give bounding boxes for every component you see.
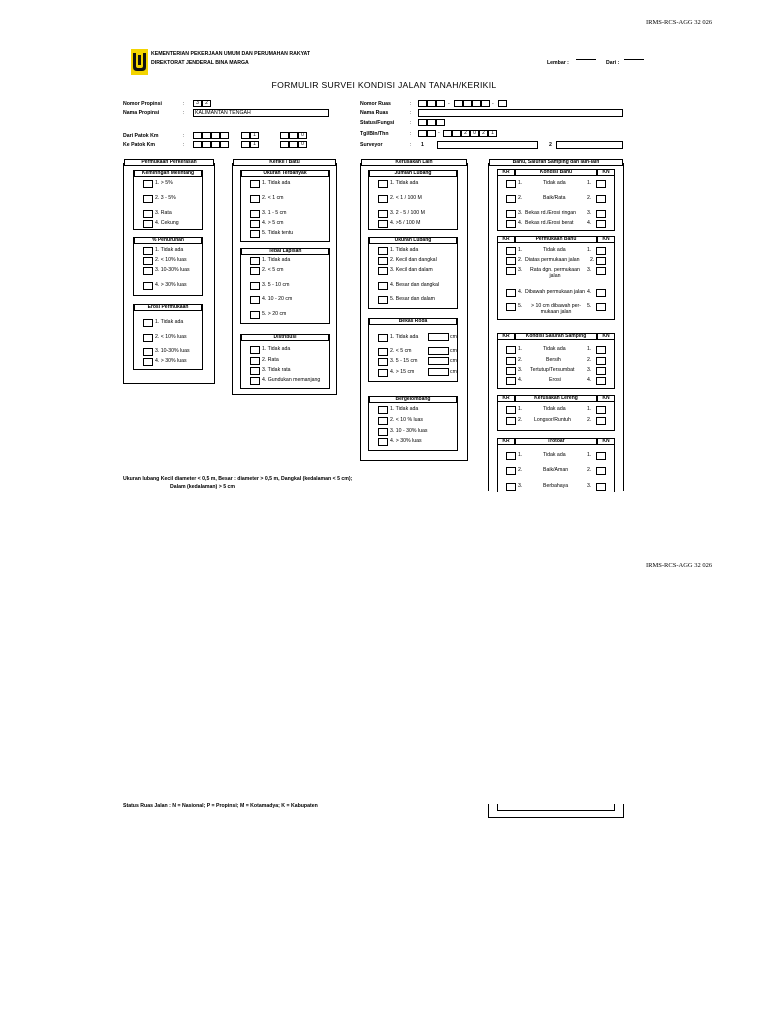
option-number: 1. xyxy=(587,346,592,352)
option-checkbox[interactable] xyxy=(250,377,260,385)
option-label: 2. < 5 cm xyxy=(390,348,412,354)
option-number: 2. xyxy=(587,195,592,201)
ministry-logo xyxy=(131,49,148,75)
section-head: Distribusi xyxy=(241,334,329,341)
kn-header: KN xyxy=(597,438,615,445)
option-checkbox[interactable] xyxy=(378,282,388,290)
ke-patok-cell[interactable] xyxy=(280,141,289,148)
option-label: Longsor/Runtuh xyxy=(534,417,571,423)
tgl-cell[interactable] xyxy=(418,130,427,137)
option-checkbox[interactable] xyxy=(250,220,260,228)
option-label: 2. < 10% luas xyxy=(155,257,187,263)
option-label: 4. 10 - 20 cm xyxy=(262,296,293,302)
option-label: 4. > 30% luas xyxy=(390,438,422,444)
option-label: 1. Tidak ada xyxy=(390,247,419,253)
kr-checkbox[interactable] xyxy=(506,267,516,275)
kr-header: KR xyxy=(497,438,515,445)
option-label: Tidak ada xyxy=(543,406,566,412)
kr-checkbox[interactable] xyxy=(506,452,516,460)
option-number: 3. xyxy=(587,483,592,489)
option-checkbox[interactable] xyxy=(250,230,260,238)
kn-checkbox[interactable] xyxy=(596,452,606,460)
option-label: Tidak ada xyxy=(543,247,566,253)
nomor-ruas-label: Nomor Ruas xyxy=(360,101,391,107)
nomor-ruas-cell[interactable] xyxy=(418,100,427,107)
option-number: 3. xyxy=(587,367,592,373)
option-checkbox[interactable] xyxy=(143,180,153,188)
option-label: 1. > 5% xyxy=(155,180,173,186)
option-label: 1. Tidak ada xyxy=(390,180,419,186)
section-head: Bekas Roda xyxy=(369,318,457,325)
separator: - xyxy=(492,101,494,107)
kn-checkbox[interactable] xyxy=(596,406,606,414)
kr-checkbox[interactable] xyxy=(506,289,516,297)
option-checkbox[interactable] xyxy=(378,358,388,366)
nomor-ruas-cell[interactable] xyxy=(463,100,472,107)
kn-header: KN xyxy=(597,236,615,243)
option-label: 1. Tidak ada xyxy=(262,257,291,263)
section-head: Kondisi Saluran Samping xyxy=(515,333,597,340)
option-checkbox[interactable] xyxy=(378,296,388,304)
option-number: 2. xyxy=(587,357,592,363)
option-number: 1. xyxy=(587,406,592,412)
document-reference-page2: IRMS-RCS-AGG 32 026 xyxy=(646,562,713,569)
kn-checkbox[interactable] xyxy=(596,257,606,265)
nomor-propinsi-digit-2[interactable]: 2 xyxy=(202,100,211,107)
option-checkbox[interactable] xyxy=(250,257,260,265)
tgl-cell[interactable] xyxy=(427,130,436,137)
unit-label: cm xyxy=(450,358,457,364)
kr-header: KR xyxy=(497,169,515,176)
dari-patok-cell[interactable] xyxy=(193,132,202,139)
tgl-year-digit[interactable]: 2 xyxy=(479,130,488,137)
option-label: 2. 3 - 5% xyxy=(155,195,176,201)
option-label: Tertutup/Tersumbat xyxy=(530,367,575,373)
option-label: 4. > 5 cm xyxy=(262,220,284,226)
dari-field[interactable] xyxy=(624,59,644,60)
dari-patok-cell[interactable] xyxy=(220,132,229,139)
option-label: Baik/Rata xyxy=(543,195,566,201)
dari-patok-cell[interactable] xyxy=(202,132,211,139)
option-label: 1. Tidak ada xyxy=(390,334,419,340)
option-label: 2. < 10% luas xyxy=(155,334,187,340)
nama-propinsi-label: Nama Propinsi xyxy=(123,110,160,116)
colon: : xyxy=(410,142,412,148)
option-label: 1. Tidak ada xyxy=(155,319,184,325)
option-label: Dibawah permukaan jalan xyxy=(525,289,585,295)
kn-checkbox[interactable] xyxy=(596,367,606,375)
section-head: Erosi Permukaan xyxy=(134,304,202,311)
option-label: 3. 5 - 10 cm xyxy=(262,282,290,288)
option-label: 3. 10-30% luas xyxy=(155,267,190,273)
option-number: 1. xyxy=(587,452,592,458)
option-label: 2. < 5 cm xyxy=(262,267,284,273)
separator: - xyxy=(438,130,440,136)
nomor-propinsi-label: Nomor Propinsi xyxy=(123,101,162,107)
option-label: > 10 cm dibawah per-mukaan jalan xyxy=(530,303,582,315)
kn-checkbox[interactable] xyxy=(596,267,606,275)
option-checkbox[interactable] xyxy=(378,428,388,436)
option-number: 4. xyxy=(518,289,523,295)
option-checkbox[interactable] xyxy=(378,417,388,425)
bekas-roda-cm-field[interactable] xyxy=(428,333,449,341)
lembar-label: Lembar : xyxy=(547,60,569,66)
option-number: 3. xyxy=(587,210,592,216)
option-checkbox[interactable] xyxy=(143,210,153,218)
option-number: 1. xyxy=(587,247,592,253)
option-checkbox[interactable] xyxy=(143,267,153,275)
bekas-roda-cm-field[interactable] xyxy=(428,368,449,376)
ministry-name: KEMENTERIAN PEKERJAAN UMUM DAN PERUMAHAN RAKYAT xyxy=(151,51,311,57)
option-number: 1. xyxy=(587,180,592,186)
kn-checkbox[interactable] xyxy=(596,417,606,425)
option-label: 3. Kecil dan dalam xyxy=(390,267,433,273)
section-head: % Penurunan xyxy=(134,237,202,244)
page2-section-bottom xyxy=(497,804,615,811)
option-number: 5. xyxy=(587,303,592,309)
colon: : xyxy=(183,101,185,107)
ke-patok-cell[interactable] xyxy=(241,141,250,148)
option-checkbox[interactable] xyxy=(250,195,260,203)
option-label: 1. Tidak ada xyxy=(262,180,291,186)
ke-patok-cell[interactable]: 1 xyxy=(250,141,259,148)
kn-checkbox[interactable] xyxy=(596,247,606,255)
option-label: 3. 2 - 5 / 100 M xyxy=(390,210,425,216)
ke-patok-cell[interactable] xyxy=(211,141,220,148)
option-number: 1. xyxy=(518,247,523,253)
option-number: 2. xyxy=(518,195,523,201)
directorate-name: DIREKTORAT JENDERAL BINA MARGA xyxy=(151,60,249,66)
tgl-year-digit[interactable]: 2 xyxy=(461,130,470,137)
option-label: 1. Tidak ada xyxy=(155,247,184,253)
option-label: 5. Besar dan dalam xyxy=(390,296,435,302)
kn-checkbox[interactable] xyxy=(596,195,606,203)
option-label: 2. < 1 cm xyxy=(262,195,284,201)
option-number: 2. xyxy=(518,257,523,263)
section-head: Tebal Lapisan xyxy=(241,248,329,255)
section-head: Kondisi Bahu xyxy=(515,169,597,176)
colon: : xyxy=(410,120,412,126)
note-kedalaman: Dalam (kedalaman) > 5 cm xyxy=(170,484,236,490)
nomor-ruas-cell[interactable] xyxy=(472,100,481,107)
option-checkbox[interactable] xyxy=(378,406,388,414)
option-label: 3. 10 - 30% luas xyxy=(390,428,428,434)
option-label: 4. Cekung xyxy=(155,220,179,226)
surveyor-2-label: 2 xyxy=(549,142,552,148)
option-label: Baik/Aman xyxy=(543,467,569,473)
dari-patok-cell[interactable] xyxy=(289,132,298,139)
option-checkbox[interactable] xyxy=(378,369,388,377)
nama-ruas-label: Nama Ruas xyxy=(360,110,389,116)
option-number: 3. xyxy=(587,267,592,273)
separator: - xyxy=(448,101,450,107)
option-label: 5. > 20 cm xyxy=(262,311,287,317)
option-checkbox[interactable] xyxy=(143,319,153,327)
kr-checkbox[interactable] xyxy=(506,417,516,425)
kn-checkbox[interactable] xyxy=(596,303,606,311)
form-title: FORMULIR SURVEI KONDISI JALAN TANAH/KERIKIL xyxy=(271,80,497,90)
option-number: 4. xyxy=(518,220,523,226)
panel-title: Kerikil / Batu xyxy=(233,159,336,166)
section-head: Kemiringan Melintang xyxy=(134,170,202,177)
kn-header: KN xyxy=(597,395,615,402)
option-number: 1. xyxy=(518,406,523,412)
option-label: 2. Rata xyxy=(262,357,279,363)
tgl-cell[interactable] xyxy=(443,130,452,137)
option-checkbox[interactable] xyxy=(378,438,388,446)
panel-title: Permukaan Perkerasan xyxy=(124,159,214,166)
surveyor-label: Surveyor xyxy=(360,142,383,148)
option-label: 2. < 10 % luas xyxy=(390,417,424,423)
kr-checkbox[interactable] xyxy=(506,367,516,375)
option-checkbox[interactable] xyxy=(250,346,260,354)
option-checkbox[interactable] xyxy=(143,358,153,366)
tgl-label: Tgl/Bln/Thn xyxy=(360,131,389,137)
section-head: Ukuran Lubang xyxy=(369,237,457,244)
dari-label: Dari : xyxy=(606,60,620,66)
option-number: 1. xyxy=(518,452,523,458)
unit-label: cm xyxy=(450,334,457,340)
surveyor-2-field[interactable] xyxy=(556,141,623,149)
ke-patok-cell[interactable] xyxy=(289,141,298,148)
option-label: 5. Tidak tentu xyxy=(262,230,294,236)
bekas-roda-cm-field[interactable] xyxy=(428,357,449,365)
option-label: 4. > 30% luas xyxy=(155,358,187,364)
option-number: 4. xyxy=(587,289,592,295)
nomor-propinsi-digit-1[interactable]: 3 xyxy=(193,100,202,107)
option-label: 2. Kecil dan dangkal xyxy=(390,257,437,263)
section-head: Trotoar xyxy=(515,438,597,445)
surveyor-1-field[interactable] xyxy=(437,141,538,149)
ke-patok-cell[interactable] xyxy=(202,141,211,148)
kr-checkbox[interactable] xyxy=(506,483,516,491)
option-checkbox[interactable] xyxy=(143,247,153,255)
option-number: 3. xyxy=(518,367,523,373)
option-label: Bekas rd./Erosi berat xyxy=(525,220,574,226)
section-head: Ukuran Terbanyak xyxy=(241,170,329,177)
option-checkbox[interactable] xyxy=(250,311,260,319)
option-number: 3. xyxy=(518,483,523,489)
kr-checkbox[interactable] xyxy=(506,346,516,354)
kr-checkbox[interactable] xyxy=(506,406,516,414)
option-checkbox[interactable] xyxy=(250,180,260,188)
option-label: Bekas rd./Erosi ringan xyxy=(525,210,577,216)
option-label: 4. Gundukan memanjang xyxy=(262,377,321,383)
kr-checkbox[interactable] xyxy=(506,195,516,203)
status-ruas-note: Status Ruas Jalan : N = Nasional; P = Propinsi; M = Kotamadya; K = Kabupaten xyxy=(123,803,318,809)
nomor-ruas-cell[interactable] xyxy=(454,100,463,107)
lembar-field[interactable] xyxy=(576,59,596,60)
option-number: 2. xyxy=(587,467,592,473)
option-number: 3. xyxy=(518,267,523,273)
kr-checkbox[interactable] xyxy=(506,180,516,188)
option-label: 3. Rata xyxy=(155,210,172,216)
nomor-ruas-cell[interactable] xyxy=(427,100,436,107)
option-checkbox[interactable] xyxy=(143,195,153,203)
option-checkbox[interactable] xyxy=(143,257,153,265)
status-cell[interactable] xyxy=(418,119,427,126)
kn-checkbox[interactable] xyxy=(596,289,606,297)
kn-checkbox[interactable] xyxy=(596,483,606,491)
kr-checkbox[interactable] xyxy=(506,247,516,255)
tgl-cell[interactable] xyxy=(452,130,461,137)
option-label: Tidak ada xyxy=(543,452,566,458)
status-fungsi-label: Status/Fungsi xyxy=(360,120,395,126)
option-checkbox[interactable] xyxy=(378,257,388,265)
option-label: 3. 1 - 5 cm xyxy=(262,210,287,216)
option-number: 2. xyxy=(590,257,595,263)
option-label: 3. 5 - 15 cm xyxy=(390,358,418,364)
option-checkbox[interactable] xyxy=(378,348,388,356)
option-label: 4. > 30% luas xyxy=(155,282,187,288)
kr-checkbox[interactable] xyxy=(506,377,516,385)
option-checkbox[interactable] xyxy=(378,210,388,218)
bekas-roda-cm-field[interactable] xyxy=(428,347,449,355)
option-label: Erosi xyxy=(549,377,561,383)
status-cell[interactable] xyxy=(427,119,436,126)
kn-header: KN xyxy=(597,169,615,176)
kn-checkbox[interactable] xyxy=(596,467,606,475)
option-checkbox[interactable] xyxy=(250,357,260,365)
option-checkbox[interactable] xyxy=(250,296,260,304)
nama-ruas-field[interactable] xyxy=(418,109,623,117)
tgl-year-digit[interactable]: 1 xyxy=(488,130,497,137)
kr-header: KR xyxy=(497,395,515,402)
kn-checkbox[interactable] xyxy=(596,346,606,354)
kn-checkbox[interactable] xyxy=(596,377,606,385)
option-label: 1. Tidak ada xyxy=(262,346,291,352)
colon: : xyxy=(183,142,185,148)
option-number: 1. xyxy=(518,180,523,186)
kr-checkbox[interactable] xyxy=(506,257,516,265)
option-label: Tidak ada xyxy=(543,180,566,186)
note-ukuran-lubang: Ukuran lubang Kecil diameter < 0,5 m, Besar : diameter > 0,5 m, Dangkal (kedalaman < 5 cm); xyxy=(123,476,353,482)
kn-checkbox[interactable] xyxy=(596,210,606,218)
ke-patok-cell[interactable] xyxy=(220,141,229,148)
option-label: Berbahaya xyxy=(543,483,569,489)
colon: : xyxy=(183,133,185,139)
tgl-year-digit[interactable]: 0 xyxy=(470,130,479,137)
kr-header: KR xyxy=(497,236,515,243)
dari-patok-cell[interactable] xyxy=(211,132,220,139)
option-number: 4. xyxy=(587,220,592,226)
dari-patok-cell[interactable] xyxy=(280,132,289,139)
kr-checkbox[interactable] xyxy=(506,210,516,218)
section-head: Jumlah Lubang xyxy=(369,170,457,177)
document-reference: IRMS-RCS-AGG 32 026 xyxy=(646,19,713,26)
panel-title: Kerusakan Lain xyxy=(361,159,467,166)
option-label: Bersih xyxy=(546,357,561,363)
kn-checkbox[interactable] xyxy=(596,357,606,365)
option-checkbox[interactable] xyxy=(250,282,260,290)
option-label: 3. Tidak rata xyxy=(262,367,291,373)
kn-checkbox[interactable] xyxy=(596,180,606,188)
option-label: 4. >5 / 100 M xyxy=(390,220,421,226)
option-checkbox[interactable] xyxy=(378,195,388,203)
status-cell[interactable] xyxy=(436,119,445,126)
dari-patok-cell[interactable]: 1 xyxy=(250,132,259,139)
option-checkbox[interactable] xyxy=(378,334,388,342)
kn-header: KN xyxy=(597,333,615,340)
option-number: 1. xyxy=(518,346,523,352)
nomor-ruas-cell[interactable] xyxy=(498,100,507,107)
option-checkbox[interactable] xyxy=(250,267,260,275)
option-number: 3. xyxy=(518,210,523,216)
option-label: 2. < 1 / 100 M xyxy=(390,195,422,201)
kr-header: KR xyxy=(497,333,515,340)
option-label: Diatas permukaan jalan xyxy=(525,257,580,263)
surveyor-1-label: 1 xyxy=(421,142,424,148)
unit-label: cm xyxy=(450,348,457,354)
kr-checkbox[interactable] xyxy=(506,357,516,365)
option-number: 4. xyxy=(518,377,523,383)
option-label: 4. Besar dan dangkal xyxy=(390,282,440,288)
option-number: 2. xyxy=(518,467,523,473)
option-checkbox[interactable] xyxy=(143,334,153,342)
option-checkbox[interactable] xyxy=(378,220,388,228)
ke-patok-cell[interactable] xyxy=(193,141,202,148)
dari-patok-cell[interactable] xyxy=(241,132,250,139)
section-head: Kerusakan Lereng xyxy=(515,395,597,402)
option-checkbox[interactable] xyxy=(378,247,388,255)
option-number: 2. xyxy=(518,417,523,423)
option-label: 3. 10-30% luas xyxy=(155,348,190,354)
option-number: 2. xyxy=(518,357,523,363)
ke-patok-cell[interactable]: 0 xyxy=(298,141,307,148)
colon: : xyxy=(410,131,412,137)
option-number: 5. xyxy=(518,303,523,309)
option-number: 4. xyxy=(587,377,592,383)
option-checkbox[interactable] xyxy=(250,210,260,218)
option-label: 1. Tidak ada xyxy=(390,406,419,412)
colon: : xyxy=(410,110,412,116)
unit-label: cm xyxy=(450,369,457,375)
option-checkbox[interactable] xyxy=(143,220,153,228)
nomor-ruas-cell[interactable] xyxy=(481,100,490,107)
option-checkbox[interactable] xyxy=(378,180,388,188)
colon: : xyxy=(410,101,412,107)
option-checkbox[interactable] xyxy=(250,367,260,375)
option-label: Tidak ada xyxy=(543,346,566,352)
nomor-ruas-cell[interactable] xyxy=(436,100,445,107)
colon: : xyxy=(183,110,185,116)
section-head: Permukaan Bahu xyxy=(515,236,597,243)
option-label: Rata dgn. permukaan jalan xyxy=(530,267,580,279)
nama-propinsi-field[interactable]: KALIMANTAN TENGAH xyxy=(193,109,329,117)
ke-patok-label: Ke Patok Km xyxy=(123,142,155,148)
option-checkbox[interactable] xyxy=(378,267,388,275)
kn-checkbox[interactable] xyxy=(596,220,606,228)
kr-checkbox[interactable] xyxy=(506,303,516,311)
dari-patok-label: Dari Patok Km xyxy=(123,133,159,139)
kr-checkbox[interactable] xyxy=(506,220,516,228)
option-label: 4. > 15 cm xyxy=(390,369,415,375)
dari-patok-cell[interactable]: 0 xyxy=(298,132,307,139)
panel-title: Bahu, Saluran Samping dan lain-lain xyxy=(489,159,623,166)
kr-checkbox[interactable] xyxy=(506,467,516,475)
option-number: 2. xyxy=(587,417,592,423)
section-head: Bergelombang xyxy=(369,396,457,403)
option-checkbox[interactable] xyxy=(143,282,153,290)
option-checkbox[interactable] xyxy=(143,348,153,356)
